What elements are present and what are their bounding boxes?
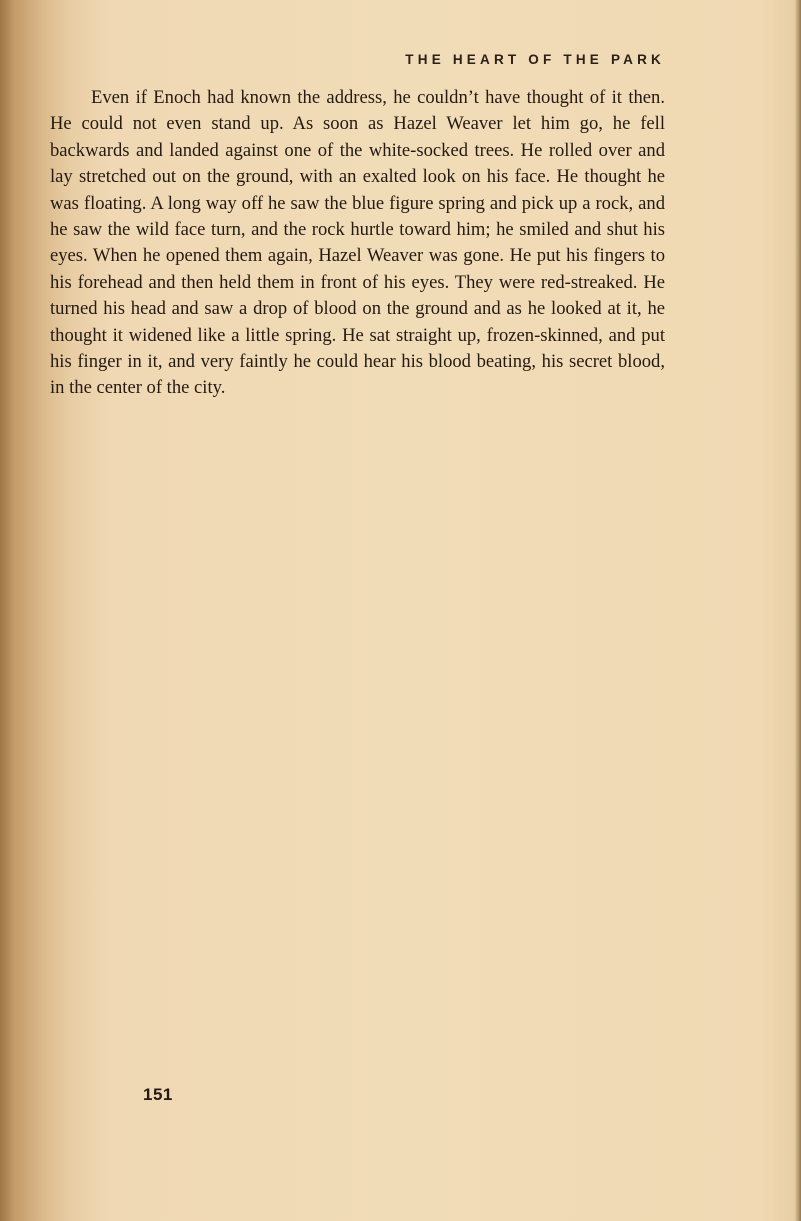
running-head: THE HEART OF THE PARK [405,52,665,67]
page-edge [795,0,801,1221]
page-number: 151 [143,1085,173,1104]
body-paragraph: Even if Enoch had known the address, he couldn’t have thought of it then. He could not even stand up. As soon as Hazel Weaver let him go, he fell backwards and landed against one of the white-socked trees. He rolled over and lay stretched out on the ground, with an exalted look on his face. He thought he was floating. A long way off he saw the blue figure spring and pick up a rock, and he saw the wild face turn, and the rock hurtle toward him; he smiled and shut his eyes. When he opened them again, Hazel Weaver was gone. He put his fingers to his forehead and then held them in front of his eyes. They were red-streaked. He turned his head and saw a drop of blood on the ground and as he looked at it, he thought it widened like a little spring. He sat straight up, frozen-skinned, and put his finger in it, and very faintly he could hear his blood beating, his secret blood, in the center of the city. [50,87,665,399]
spine-shadow [0,0,14,1221]
